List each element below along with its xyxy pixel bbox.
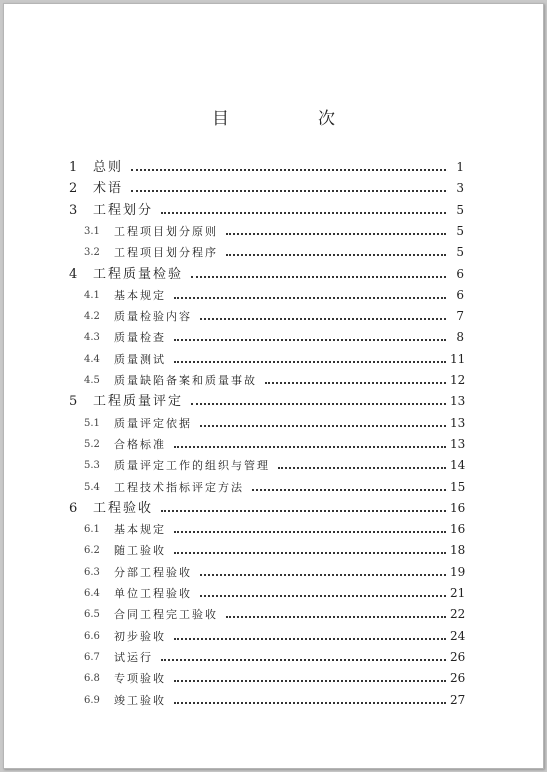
- toc-entry-number: 6.3: [84, 566, 100, 578]
- toc-entry-number: 5.4: [84, 481, 100, 493]
- toc-page-number: 7: [456, 309, 464, 324]
- dot-leader: [174, 445, 446, 448]
- toc-chapter-entry[interactable]: [69, 200, 464, 221]
- toc-entry-title: 基本规定: [114, 523, 166, 537]
- toc-entry-number: 4.1: [84, 289, 100, 301]
- toc-entry-title: 质量缺陷备案和质量事故: [114, 374, 257, 387]
- toc-page-number: 16: [450, 500, 466, 515]
- toc-section-entry[interactable]: [84, 285, 464, 306]
- toc-page-number: 12: [450, 373, 466, 387]
- dot-leader: [191, 402, 446, 405]
- dot-leader: [191, 275, 446, 278]
- toc-entry-number: 6.9: [84, 694, 100, 706]
- toc-entry-title: 工程划分: [93, 202, 154, 218]
- toc-entry-number: 5: [69, 394, 78, 410]
- dot-leader: [131, 168, 446, 171]
- toc-entry-number: 6.1: [84, 524, 100, 536]
- toc-page-number: 18: [450, 543, 466, 558]
- toc-page-number: 1: [456, 160, 464, 174]
- toc-section-entry[interactable]: [84, 327, 464, 348]
- toc-page-number: 16: [450, 522, 466, 537]
- dot-leader: [252, 488, 446, 491]
- toc-entry-number: 5.1: [84, 417, 100, 429]
- dot-leader: [278, 466, 446, 469]
- dot-leader: [161, 658, 446, 661]
- toc-page-number: 5: [456, 202, 464, 217]
- toc-chapter-entry[interactable]: [69, 264, 464, 285]
- dot-leader: [174, 338, 446, 341]
- toc-page-number: 5: [456, 223, 464, 238]
- toc-entry-number: 1: [69, 160, 78, 175]
- toc-entry-number: 4.4: [84, 353, 100, 365]
- dot-leader: [200, 317, 446, 320]
- toc-page-number: 26: [450, 649, 466, 664]
- toc-section-entry[interactable]: [84, 455, 464, 476]
- dot-leader: [226, 253, 446, 256]
- toc-section-entry[interactable]: [84, 668, 464, 689]
- toc-entry-title: 专项验收: [114, 672, 166, 686]
- toc-entry-number: 6.7: [84, 651, 100, 663]
- dot-leader: [174, 530, 446, 533]
- toc-entry-title: 质量测试: [114, 352, 166, 366]
- dot-leader: [161, 211, 446, 214]
- toc-entry-title: 合格标准: [114, 437, 166, 451]
- toc-section-entry[interactable]: [84, 306, 464, 327]
- dot-leader: [200, 424, 446, 427]
- toc-entry-number: 6.2: [84, 545, 100, 557]
- toc-entry-title: 质量检查: [114, 331, 166, 345]
- toc-entry-title: 竣工验收: [114, 693, 166, 707]
- dot-leader: [161, 509, 446, 512]
- toc-page-number: 11: [450, 351, 466, 366]
- toc-chapter-entry[interactable]: [69, 178, 464, 199]
- toc-section-entry[interactable]: [84, 626, 464, 647]
- dot-leader: [226, 615, 446, 618]
- dot-leader: [226, 232, 446, 235]
- toc-section-entry[interactable]: [84, 562, 464, 583]
- toc-entry-number: 6: [69, 500, 78, 516]
- toc-page-number: 5: [456, 245, 464, 260]
- toc-page-number: 15: [450, 479, 466, 494]
- page-title: 目 次: [212, 109, 371, 129]
- dot-leader: [174, 551, 446, 554]
- toc-section-entry[interactable]: [84, 604, 464, 625]
- toc-entry-number: 5.3: [84, 460, 100, 472]
- toc-page-number: 3: [456, 181, 464, 196]
- dot-leader: [200, 594, 446, 597]
- toc-page-number: 13: [450, 394, 466, 409]
- toc-page-number: 8: [456, 330, 464, 345]
- toc-entry-number: 5.2: [84, 438, 100, 450]
- toc-page-number: 26: [450, 671, 466, 686]
- toc-page-number: 21: [450, 586, 466, 600]
- toc-entry-title: 分部工程验收: [114, 565, 192, 579]
- toc-section-entry[interactable]: [84, 690, 464, 711]
- toc-entry-number: 3: [69, 202, 78, 218]
- toc-entry-number: 3.1: [84, 225, 100, 237]
- toc-entry-title: 工程技术指标评定方法: [114, 480, 244, 494]
- toc-page-number: 27: [450, 692, 466, 707]
- toc-entry-title: 总则: [93, 160, 124, 175]
- toc-entry-number: 4.5: [84, 375, 100, 386]
- dot-leader: [265, 381, 446, 384]
- toc-section-entry[interactable]: [84, 647, 464, 668]
- toc-entry-number: 4.3: [84, 332, 100, 344]
- toc-entry-title: 试运行: [114, 650, 153, 664]
- dot-leader: [174, 296, 446, 299]
- toc-entry-number: 3.2: [84, 247, 100, 259]
- toc-entry-title: 工程项目划分程序: [114, 246, 218, 260]
- toc-section-entry[interactable]: [84, 413, 464, 434]
- toc-entry-number: 6.6: [84, 630, 100, 642]
- toc-page-number: 24: [450, 628, 466, 643]
- toc-section-entry[interactable]: [84, 221, 464, 242]
- toc-entry-title: 工程质量检验: [93, 266, 184, 282]
- toc-entry-title: 术语: [93, 181, 124, 197]
- toc-page-number: 13: [450, 415, 466, 430]
- toc-entry-number: 2: [69, 181, 78, 197]
- dot-leader: [174, 360, 446, 363]
- toc-entry-title: 工程项目划分原则: [114, 224, 218, 238]
- toc-entry-number: 4: [69, 266, 78, 282]
- toc-page-number: 19: [450, 564, 466, 579]
- dot-leader: [200, 573, 446, 576]
- toc-page-number: 22: [450, 607, 466, 622]
- toc-entry-number: 4.2: [84, 311, 100, 323]
- toc-section-entry[interactable]: [84, 583, 464, 604]
- toc-section-entry[interactable]: [84, 370, 464, 391]
- toc-entry-title: 随工验收: [114, 544, 166, 558]
- toc-page-number: 13: [450, 436, 466, 451]
- toc-chapter-entry[interactable]: [69, 157, 464, 178]
- toc-entry-title: 基本规定: [114, 288, 166, 302]
- toc-section-entry[interactable]: [84, 434, 464, 455]
- toc-chapter-entry[interactable]: [69, 391, 464, 412]
- toc-entry-title: 质量评定工作的组织与管理: [114, 459, 270, 473]
- dot-leader: [131, 189, 446, 192]
- dot-leader: [174, 701, 446, 704]
- document-page: [3, 3, 544, 769]
- toc-entry-number: 6.5: [84, 609, 100, 621]
- toc-chapter-entry[interactable]: [69, 498, 464, 519]
- toc-page-number: 6: [456, 266, 464, 281]
- dot-leader: [174, 637, 446, 640]
- toc-section-entry[interactable]: [84, 349, 464, 370]
- toc-entry-title: 工程验收: [93, 500, 154, 516]
- dot-leader: [174, 679, 446, 682]
- toc-entry-number: 6.4: [84, 588, 100, 599]
- toc-entry-title: 初步验收: [114, 629, 166, 643]
- toc-section-entry[interactable]: [84, 477, 464, 498]
- toc-entry-number: 6.8: [84, 673, 100, 685]
- toc-entry-title: 工程质量评定: [93, 394, 184, 410]
- toc-entry-title: 单位工程验收: [114, 587, 192, 600]
- toc-section-entry[interactable]: [84, 519, 464, 540]
- toc-entry-title: 合同工程完工验收: [114, 608, 218, 622]
- toc-entry-title: 质量检验内容: [114, 310, 192, 324]
- toc-page-number: 6: [456, 287, 464, 302]
- toc-section-entry[interactable]: [84, 242, 464, 263]
- toc-entry-title: 质量评定依据: [114, 416, 192, 430]
- toc-section-entry[interactable]: [84, 540, 464, 561]
- toc-page-number: 14: [450, 458, 466, 473]
